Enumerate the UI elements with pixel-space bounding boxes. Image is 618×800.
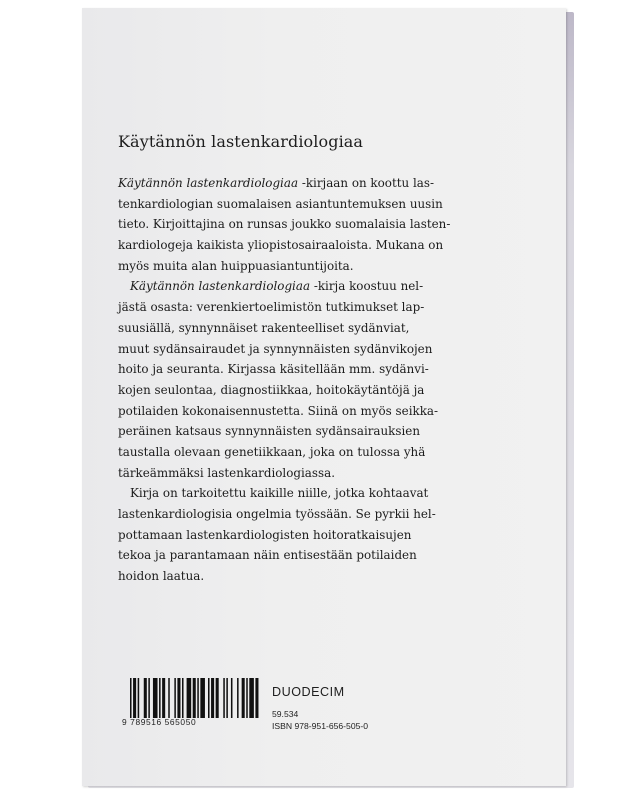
barcode-bar xyxy=(242,678,245,718)
barcode-bar xyxy=(200,678,205,718)
barcode-bar xyxy=(226,678,228,718)
barcode-bar xyxy=(182,678,184,718)
barcode-bar xyxy=(208,678,210,718)
blurb-line: kojen seulontaa, diagnostiikkaa, hoitokäytäntöjä ja xyxy=(118,382,425,397)
blurb-line: hoidon laatua. xyxy=(118,569,205,584)
barcode-bar xyxy=(237,678,239,718)
barcode-bar xyxy=(187,678,192,718)
blurb-line: pottamaan lastenkardiologisten hoitoratkaisujen xyxy=(118,527,412,542)
barcode-bar xyxy=(246,678,248,718)
barcode-bar xyxy=(159,678,161,718)
barcode-bar xyxy=(168,678,170,718)
blurb-line: muut sydänsairaudet ja synnynnäisten sydänvikojen xyxy=(118,341,433,356)
barcode-bar xyxy=(130,678,132,718)
blurb-line: tieto. Kirjoittajina on runsas joukko suomalaisia lasten- xyxy=(118,217,451,232)
blurb-line: suusiällä, synnynnäiset rakenteelliset sydänviat, xyxy=(118,320,410,335)
barcode-bar xyxy=(144,678,147,718)
barcode xyxy=(122,678,262,728)
blurb-line xyxy=(118,173,494,194)
product-code: 59.534 xyxy=(272,709,299,719)
blurb-line: tärkeämmäksi lastenkardiologiassa. xyxy=(118,465,335,480)
barcode-bar xyxy=(249,678,254,718)
barcode-bar xyxy=(255,678,258,718)
barcode-bar xyxy=(153,678,158,718)
barcode-digits: 9 789516 565050 xyxy=(122,717,197,727)
blurb-line-text: -kirjaan on koottu las- xyxy=(298,176,434,190)
barcode-bar xyxy=(148,678,150,718)
blurb-line: potilaiden kokonaisennustetta. Siinä on myös seikka- xyxy=(118,403,439,418)
blurb-line: Kirja on tarkoitettu kaikille niille, jotka kohtaavat xyxy=(130,486,429,501)
blurb-line: peräinen katsaus synnynnäisten sydänsairauksien xyxy=(118,424,420,439)
blurb-italic-title: Käytännön lastenkardiologiaa xyxy=(130,279,311,294)
barcode-bar xyxy=(138,678,140,718)
publisher-name: DUODECIM xyxy=(272,685,345,699)
blurb-line-text: -kirja koostuu nel- xyxy=(310,279,424,294)
barcode-bar xyxy=(216,678,219,718)
isbn: ISBN 978-951-656-505-0 xyxy=(272,721,369,731)
barcode-bar xyxy=(211,678,214,718)
barcode-bar xyxy=(223,678,225,718)
blurb-line: taustalla olevaan genetiikkaan, joka on tulossa yhä xyxy=(118,444,426,459)
barcode-bar xyxy=(197,678,199,718)
barcode-bar xyxy=(162,678,165,718)
barcode-bar xyxy=(231,678,233,718)
blurb-line: kardiologeja kaikista yliopistosairaaloista. Mukana on xyxy=(118,238,444,253)
barcode-bar xyxy=(177,678,180,718)
blurb-line: hoito ja seuranta. Kirjassa käsitellään mm. sydänvi- xyxy=(118,362,429,377)
blurb-line xyxy=(118,276,494,297)
blurb-line: jästä osasta: verenkiertoelimistön tutkimukset lap- xyxy=(118,300,425,315)
blurb-line: lastenkardiologisia ongelmia työssään. Se pyrkii hel- xyxy=(118,507,436,521)
barcode-bar xyxy=(193,678,196,718)
blurb-italic-title: Käytännön lastenkardiologiaa xyxy=(118,176,299,190)
blurb-line: tenkardiologian suomalaisen asiantuntemuksen uusin xyxy=(118,196,443,211)
blurb-text xyxy=(118,173,494,587)
barcode-bar xyxy=(174,678,176,718)
blurb-line: myös muita alan huippuasiantuntijoita. xyxy=(118,258,354,273)
blurb-line: tekoa ja parantamaan näin entisestään potilaiden xyxy=(118,548,417,563)
barcode-bar xyxy=(133,678,136,718)
book-title: Käytännön lastenkardiologiaa xyxy=(118,132,364,151)
barcode-bars xyxy=(130,678,260,718)
book-back-cover xyxy=(82,8,566,786)
